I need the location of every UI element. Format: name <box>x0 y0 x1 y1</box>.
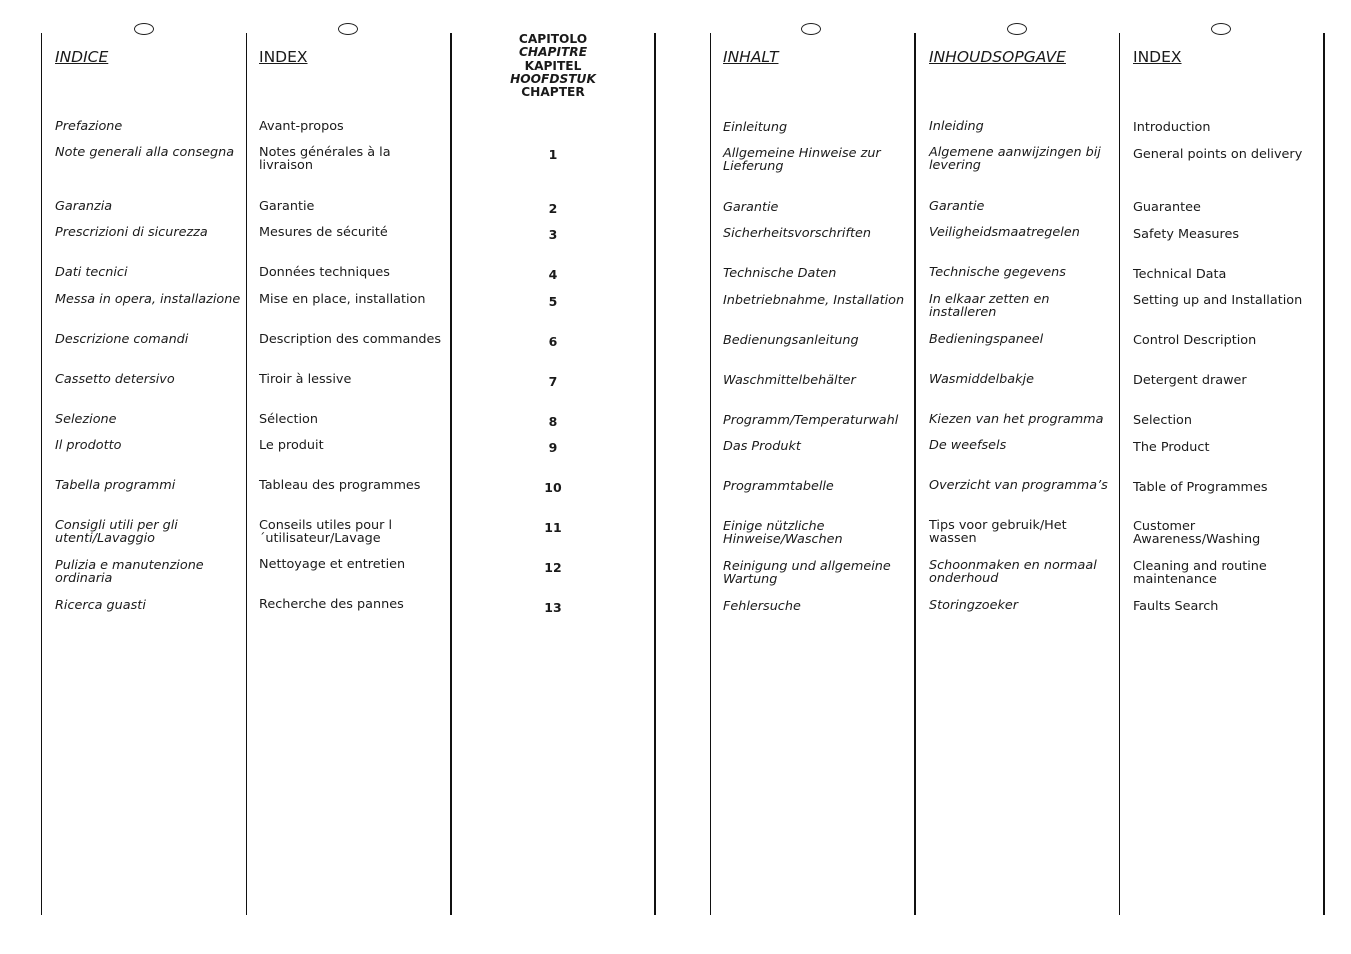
toc-entry: Selezione <box>55 412 117 427</box>
toc-entry: Faults Search <box>1133 599 1219 614</box>
chapter-heading <box>452 33 654 99</box>
binder-hole-5 <box>1211 23 1231 35</box>
toc-entry: Messa in opera, installazione <box>55 292 241 307</box>
toc-entry: Reinigung und allgemeine Wartung <box>723 559 891 587</box>
binder-hole-1 <box>134 23 154 35</box>
toc-entry: Sélection <box>259 412 318 427</box>
toc-entry: Bedieningspaneel <box>929 332 1044 347</box>
toc-entry: De weefsels <box>929 438 1007 453</box>
chapter-number: 3 <box>548 227 558 242</box>
toc-entry: Selection <box>1133 413 1192 428</box>
toc-entry: Technische Daten <box>723 266 837 281</box>
toc-entry: Il prodotto <box>55 438 122 453</box>
divider-line <box>914 33 916 915</box>
chapter-number: 7 <box>548 374 558 389</box>
toc-entry: Technische gegevens <box>929 265 1066 280</box>
toc-entry: Programmtabelle <box>723 479 834 494</box>
toc-entry: Overzicht van programma’s <box>929 478 1108 493</box>
divider-line <box>710 33 711 915</box>
toc-entry: Garantie <box>259 199 315 214</box>
toc-entry: Schoonmaken en normaal onderhoud <box>929 558 1097 586</box>
toc-entry: Waschmittelbehälter <box>723 373 856 388</box>
toc-entry: The Product <box>1133 440 1210 455</box>
toc-entry: Garanzia <box>55 199 113 214</box>
toc-entry: Tableau des programmes <box>259 478 421 493</box>
toc-entry: Tabella programmi <box>55 478 176 493</box>
toc-entry: Dati tecnici <box>55 265 128 280</box>
chapter-heading-line: HOOFDSTUK <box>510 71 596 86</box>
toc-entry: Allgemeine Hinweise zur Lieferung <box>723 146 881 174</box>
toc-entry: In elkaar zetten en installeren <box>929 292 1050 320</box>
chapter-number: 10 <box>544 480 562 495</box>
toc-entry: Safety Measures <box>1133 227 1240 242</box>
toc-entry: Customer Awareness/Washing <box>1133 519 1261 547</box>
chapter-number: 1 <box>548 147 558 162</box>
toc-entry: Notes générales à la livraison <box>259 145 391 173</box>
binder-hole-2 <box>338 23 358 35</box>
toc-entry: Garantie <box>929 199 985 214</box>
toc-entry: Note generali alla consegna <box>55 145 235 160</box>
chapter-number: 4 <box>548 267 558 282</box>
toc-entry: Storingzoeker <box>929 598 1018 613</box>
column-title-english: INDEX <box>1133 48 1182 66</box>
toc-entry: Descrizione comandi <box>55 332 189 347</box>
toc-entry: Algemene aanwijzingen bij levering <box>929 145 1101 173</box>
toc-entry: Einige nützliche Hinweise/Waschen <box>723 519 843 547</box>
chapter-heading-line: CHAPTER <box>521 85 585 100</box>
binder-hole-4 <box>1007 23 1027 35</box>
chapter-number: 6 <box>548 334 558 349</box>
chapter-number: 12 <box>544 560 562 575</box>
toc-entry: Wasmiddelbakje <box>929 372 1034 387</box>
toc-entry: Nettoyage et entretien <box>259 557 406 572</box>
chapter-number: 13 <box>544 600 562 615</box>
divider-line <box>1323 33 1325 915</box>
divider-line <box>246 33 247 915</box>
toc-entry: Programm/Temperaturwahl <box>723 413 899 428</box>
chapter-number: 8 <box>548 414 558 429</box>
chapter-number: 2 <box>548 201 558 216</box>
divider-line <box>450 33 452 915</box>
toc-entry: Garantie <box>723 200 779 215</box>
column-title-french: INDEX <box>259 48 308 66</box>
toc-entry: Le produit <box>259 438 324 453</box>
toc-entry: Table of Programmes <box>1133 480 1268 495</box>
toc-entry: Setting up and Installation <box>1133 293 1303 308</box>
toc-entry: Guarantee <box>1133 200 1201 215</box>
toc-entry: Technical Data <box>1133 267 1227 282</box>
chapter-heading-line: CAPITOLO <box>518 32 588 46</box>
toc-entry: Detergent drawer <box>1133 373 1247 388</box>
toc-entry: Description des commandes <box>259 332 442 347</box>
toc-entry: Inbetriebnahme, Installation <box>723 293 905 308</box>
toc-entry: Bedienungsanleitung <box>723 333 859 348</box>
toc-entry: Einleitung <box>723 120 788 135</box>
toc-entry: Cassetto detersivo <box>55 372 175 387</box>
chapter-number: 9 <box>548 440 558 455</box>
toc-entry: Recherche des pannes <box>259 597 404 612</box>
toc-entry: Fehlersuche <box>723 599 801 614</box>
chapter-heading-line: KAPITEL <box>524 58 582 73</box>
divider-line <box>654 33 656 915</box>
column-title-italian: INDICE <box>55 48 109 66</box>
toc-entry: Ricerca guasti <box>55 598 146 613</box>
binder-hole-3 <box>801 23 821 35</box>
toc-entry: Introduction <box>1133 120 1211 135</box>
toc-entry: Tips voor gebruik/Het wassen <box>929 518 1067 546</box>
toc-entry: Sicherheitsvorschriften <box>723 226 871 241</box>
toc-entry: Cleaning and routine maintenance <box>1133 559 1267 587</box>
toc-entry: Kiezen van het programma <box>929 412 1104 427</box>
toc-entry: Inleiding <box>929 119 984 134</box>
chapter-heading-line: CHAPITRE <box>518 45 588 60</box>
chapter-number: 11 <box>544 520 562 535</box>
toc-entry: Données techniques <box>259 265 390 280</box>
toc-entry: Prefazione <box>55 119 123 134</box>
toc-entry: Das Produkt <box>723 439 801 454</box>
toc-entry: Control Description <box>1133 333 1257 348</box>
toc-entry: Conseils utiles pour l´utilisateur/Lavage <box>259 518 393 546</box>
toc-entry: Avant-propos <box>259 119 344 134</box>
chapter-number: 5 <box>548 294 558 309</box>
toc-entry: Mise en place, installation <box>259 292 426 307</box>
divider-line <box>41 33 42 915</box>
column-title-dutch: INHOUDSOPGAVE <box>929 48 1066 66</box>
toc-entry: Prescrizioni di sicurezza <box>55 225 208 240</box>
toc-entry: Mesures de sécurité <box>259 225 388 240</box>
toc-entry: General points on delivery <box>1133 147 1303 162</box>
toc-entry: Consigli utili per gli utenti/Lavaggio <box>55 518 178 546</box>
toc-entry: Veiligheidsmaatregelen <box>929 225 1080 240</box>
toc-entry: Tiroir à lessive <box>259 372 352 387</box>
divider-line <box>1119 33 1120 915</box>
toc-entry: Pulizia e manutenzione ordinaria <box>55 558 204 586</box>
column-title-german: INHALT <box>723 48 779 66</box>
